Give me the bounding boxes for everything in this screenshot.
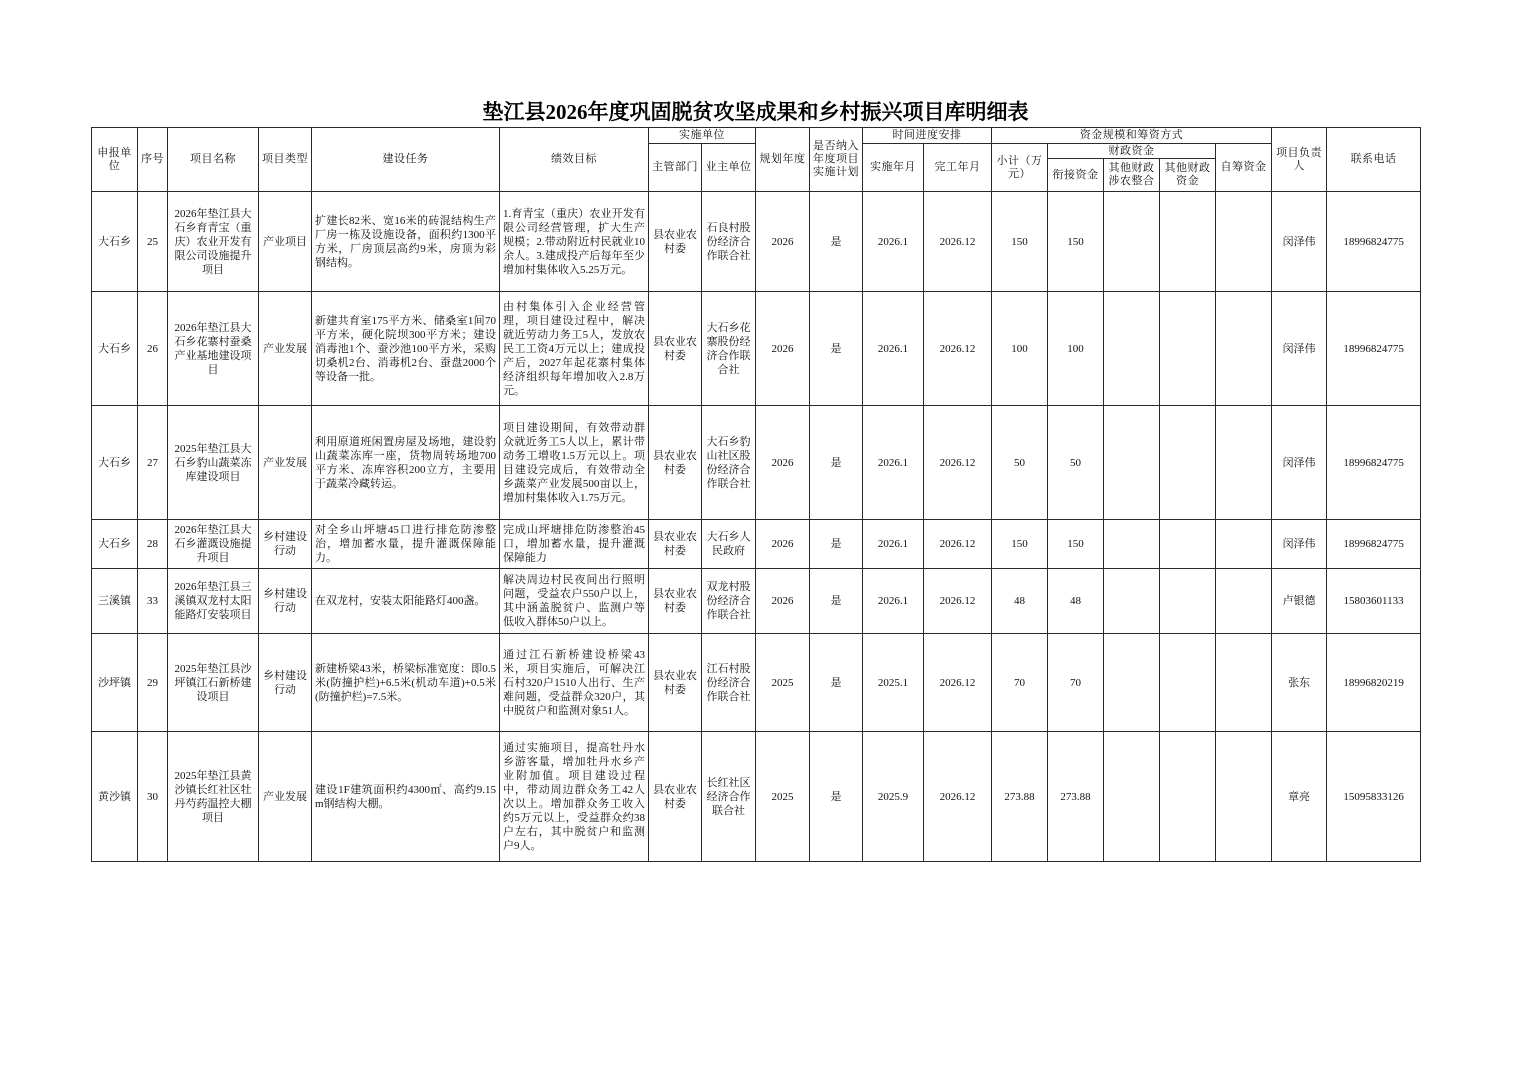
cell-in-plan: 是 bbox=[810, 192, 863, 292]
cell-other-fiscal bbox=[1160, 292, 1216, 406]
table-row bbox=[92, 634, 1421, 732]
cell-self-raised bbox=[1216, 406, 1272, 520]
cell-name: 2025年垫江县黄沙镇长红社区牡丹芍药温控大棚项目 bbox=[168, 732, 259, 862]
cell-start: 2025.9 bbox=[863, 732, 924, 862]
cell-other-integrated bbox=[1104, 406, 1160, 520]
cell-name: 2025年垫江县大石乡豹山蔬菜冻库建设项目 bbox=[168, 406, 259, 520]
cell-subtotal: 70 bbox=[992, 634, 1048, 732]
cell-subtotal: 100 bbox=[992, 292, 1048, 406]
header-funding: 资金规模和筹资方式 bbox=[992, 128, 1272, 144]
cell-name: 2025年垫江县沙坪镇江石新桥建设项目 bbox=[168, 634, 259, 732]
header-end: 完工年月 bbox=[924, 144, 992, 192]
table-row bbox=[92, 292, 1421, 406]
cell-other-fiscal bbox=[1160, 520, 1216, 569]
cell-plan-year: 2026 bbox=[756, 192, 810, 292]
header-owner: 业主单位 bbox=[702, 144, 756, 192]
cell-subtotal: 48 bbox=[992, 569, 1048, 634]
cell-phone: 18996824775 bbox=[1327, 520, 1421, 569]
cell-owner: 长红社区经济合作联合社 bbox=[702, 732, 756, 862]
cell-linkage: 150 bbox=[1048, 520, 1104, 569]
header-other-fiscal: 其他财政资金 bbox=[1160, 159, 1216, 192]
cell-other-fiscal bbox=[1160, 634, 1216, 732]
cell-plan-year: 2026 bbox=[756, 520, 810, 569]
cell-unit: 大石乡 bbox=[92, 520, 138, 569]
cell-owner: 大石乡花寨股份经济合作联合社 bbox=[702, 292, 756, 406]
cell-type: 乡村建设行动 bbox=[259, 634, 312, 732]
cell-plan-year: 2026 bbox=[756, 569, 810, 634]
cell-self-raised bbox=[1216, 569, 1272, 634]
cell-end: 2026.12 bbox=[924, 406, 992, 520]
header-linkage: 衔接资金 bbox=[1048, 159, 1104, 192]
cell-dept: 县农业农村委 bbox=[649, 406, 702, 520]
header-in-plan: 是否纳入年度项目实施计划 bbox=[810, 128, 863, 192]
cell-seq: 25 bbox=[138, 192, 168, 292]
cell-in-plan: 是 bbox=[810, 634, 863, 732]
cell-goal: 由村集体引入企业经营管理，项目建设过程中，解决就近劳动力务工5人，发放农民工工资4万元以上；建成投产后，2027年起花寨村集体经济组织每年增加收入2.8万元。 bbox=[500, 292, 649, 406]
cell-task: 建设1F建筑面积约4300㎡、高约9.15m钢结构大棚。 bbox=[312, 732, 500, 862]
cell-seq: 30 bbox=[138, 732, 168, 862]
header-phone: 联系电话 bbox=[1327, 128, 1421, 192]
cell-other-fiscal bbox=[1160, 192, 1216, 292]
header-leader: 项目负责人 bbox=[1272, 128, 1327, 192]
cell-end: 2026.12 bbox=[924, 634, 992, 732]
header-type: 项目类型 bbox=[259, 128, 312, 192]
cell-phone: 15095833126 bbox=[1327, 732, 1421, 862]
cell-owner: 石良村股份经济合作联合社 bbox=[702, 192, 756, 292]
cell-unit: 大石乡 bbox=[92, 192, 138, 292]
cell-subtotal: 150 bbox=[992, 192, 1048, 292]
cell-goal: 通过实施项目，提高牡丹水乡游客量，增加牡丹水乡产业附加值。项目建设过程中，带动周边群众务工42人次以上。增加群众务工收入约5万元以上，受益群众约38户左右，其中脱贫户和监测户9人。 bbox=[500, 732, 649, 862]
table-header bbox=[92, 128, 1421, 192]
page-title: 垫江县2026年度巩固脱贫攻坚成果和乡村振兴项目库明细表 bbox=[482, 100, 1029, 124]
header-self-raised: 自筹资金 bbox=[1216, 144, 1272, 192]
cell-other-fiscal bbox=[1160, 732, 1216, 862]
cell-subtotal: 50 bbox=[992, 406, 1048, 520]
cell-phone: 18996820219 bbox=[1327, 634, 1421, 732]
cell-task: 新建桥梁43米，桥梁标准宽度：即0.5米(防撞护栏)+6.5米(机动车道)+0.5米(防撞护栏)=7.5米。 bbox=[312, 634, 500, 732]
cell-self-raised bbox=[1216, 292, 1272, 406]
cell-name: 2026年垫江县三溪镇双龙村太阳能路灯安装项目 bbox=[168, 569, 259, 634]
cell-name: 2026年垫江县大石乡花寨村蚕桑产业基地建设项目 bbox=[168, 292, 259, 406]
cell-end: 2026.12 bbox=[924, 732, 992, 862]
header-seq: 序号 bbox=[138, 128, 168, 192]
cell-type: 产业发展 bbox=[259, 292, 312, 406]
cell-other-fiscal bbox=[1160, 406, 1216, 520]
cell-linkage: 100 bbox=[1048, 292, 1104, 406]
cell-dept: 县农业农村委 bbox=[649, 569, 702, 634]
cell-unit: 沙坪镇 bbox=[92, 634, 138, 732]
cell-phone: 18996824775 bbox=[1327, 406, 1421, 520]
header-goal: 绩效目标 bbox=[500, 128, 649, 192]
cell-leader: 闵泽伟 bbox=[1272, 406, 1327, 520]
cell-type: 乡村建设行动 bbox=[259, 520, 312, 569]
cell-subtotal: 150 bbox=[992, 520, 1048, 569]
cell-phone: 18996824775 bbox=[1327, 292, 1421, 406]
cell-plan-year: 2026 bbox=[756, 406, 810, 520]
cell-in-plan: 是 bbox=[810, 292, 863, 406]
cell-task: 对全乡山坪塘45口进行排危防渗整治，增加蓄水量，提升灌溉保障能力。 bbox=[312, 520, 500, 569]
cell-start: 2026.1 bbox=[863, 406, 924, 520]
cell-start: 2025.1 bbox=[863, 634, 924, 732]
cell-goal: 完成山坪塘排危防渗整治45口，增加蓄水量，提升灌溉保障能力 bbox=[500, 520, 649, 569]
cell-owner: 江石村股份经济合作联合社 bbox=[702, 634, 756, 732]
cell-name: 2026年垫江县大石乡灌溉设施提升项目 bbox=[168, 520, 259, 569]
cell-name: 2026年垫江县大石乡育青宝（重庆）农业开发有限公司设施提升项目 bbox=[168, 192, 259, 292]
cell-self-raised bbox=[1216, 634, 1272, 732]
header-fiscal: 财政资金 bbox=[1048, 144, 1216, 159]
cell-start: 2026.1 bbox=[863, 520, 924, 569]
cell-leader: 章亮 bbox=[1272, 732, 1327, 862]
cell-seq: 26 bbox=[138, 292, 168, 406]
header-name: 项目名称 bbox=[168, 128, 259, 192]
cell-owner: 双龙村股份经济合作联合社 bbox=[702, 569, 756, 634]
cell-seq: 33 bbox=[138, 569, 168, 634]
cell-dept: 县农业农村委 bbox=[649, 520, 702, 569]
cell-leader: 张东 bbox=[1272, 634, 1327, 732]
cell-self-raised bbox=[1216, 732, 1272, 862]
cell-leader: 闵泽伟 bbox=[1272, 292, 1327, 406]
cell-start: 2026.1 bbox=[863, 292, 924, 406]
cell-leader: 卢银德 bbox=[1272, 569, 1327, 634]
cell-in-plan: 是 bbox=[810, 520, 863, 569]
cell-other-fiscal bbox=[1160, 569, 1216, 634]
cell-goal: 1.育青宝（重庆）农业开发有限公司经营管理，扩大生产规模；2.带动附近村民就业10余人。3.建成投产后每年至少增加村集体收入5.25万元。 bbox=[500, 192, 649, 292]
cell-type: 乡村建设行动 bbox=[259, 569, 312, 634]
cell-plan-year: 2025 bbox=[756, 634, 810, 732]
cell-end: 2026.12 bbox=[924, 520, 992, 569]
header-schedule: 时间进度安排 bbox=[863, 128, 992, 144]
cell-other-integrated bbox=[1104, 634, 1160, 732]
cell-task: 利用原道班闲置房屋及场地，建设豹山蔬菜冻库一座，货物周转场地700平方米、冻库容积200立方，主要用于蔬菜冷藏转运。 bbox=[312, 406, 500, 520]
cell-unit: 三溪镇 bbox=[92, 569, 138, 634]
cell-goal: 通过江石新桥建设桥梁43米，项目实施后，可解决江石村320户1510人出行、生产难问题，受益群众320户，其中脱贫户和监测对象51人。 bbox=[500, 634, 649, 732]
cell-other-integrated bbox=[1104, 569, 1160, 634]
cell-seq: 27 bbox=[138, 406, 168, 520]
cell-other-integrated bbox=[1104, 520, 1160, 569]
cell-in-plan: 是 bbox=[810, 569, 863, 634]
cell-phone: 15803601133 bbox=[1327, 569, 1421, 634]
cell-leader: 闵泽伟 bbox=[1272, 520, 1327, 569]
cell-type: 产业项目 bbox=[259, 192, 312, 292]
cell-owner: 大石乡人民政府 bbox=[702, 520, 756, 569]
table-body bbox=[92, 192, 1421, 862]
cell-seq: 28 bbox=[138, 520, 168, 569]
table-row bbox=[92, 192, 1421, 292]
cell-subtotal: 273.88 bbox=[992, 732, 1048, 862]
cell-unit: 黄沙镇 bbox=[92, 732, 138, 862]
cell-in-plan: 是 bbox=[810, 406, 863, 520]
header-subtotal: 小计（万元） bbox=[992, 144, 1048, 192]
header-start: 实施年月 bbox=[863, 144, 924, 192]
header-plan-year: 规划年度 bbox=[756, 128, 810, 192]
cell-task: 新建共育室175平方米、储桑室1间70平方米，硬化院坝300平方米；建设消毒池1个、蚕沙池100平方米，采购切桑机2台、消毒机2台、蚕盘2000个等设备一批。 bbox=[312, 292, 500, 406]
cell-end: 2026.12 bbox=[924, 192, 992, 292]
cell-linkage: 150 bbox=[1048, 192, 1104, 292]
header-unit: 申报单位 bbox=[92, 128, 138, 192]
header-dept: 主管部门 bbox=[649, 144, 702, 192]
cell-unit: 大石乡 bbox=[92, 406, 138, 520]
cell-type: 产业发展 bbox=[259, 406, 312, 520]
header-impl-unit: 实施单位 bbox=[649, 128, 756, 144]
cell-goal: 解决周边村民夜间出行照明问题，受益农户550户以上，其中涵盖脱贫户、监测户等低收入群体50户以上。 bbox=[500, 569, 649, 634]
cell-linkage: 273.88 bbox=[1048, 732, 1104, 862]
cell-end: 2026.12 bbox=[924, 292, 992, 406]
cell-dept: 县农业农村委 bbox=[649, 634, 702, 732]
table-row bbox=[92, 406, 1421, 520]
cell-leader: 闵泽伟 bbox=[1272, 192, 1327, 292]
cell-goal: 项目建设期间，有效带动群众就近务工5人以上，累计带动务工增收1.5万元以上。项目建设完成后，有效带动全乡蔬菜产业发展500亩以上，增加村集体收入1.75万元。 bbox=[500, 406, 649, 520]
cell-end: 2026.12 bbox=[924, 569, 992, 634]
cell-task: 扩建长82米、宽16米的砖混结构生产厂房一栋及设施设备，面积约1300平方米，厂房顶层高约9米，房顶为彩钢结构。 bbox=[312, 192, 500, 292]
cell-linkage: 70 bbox=[1048, 634, 1104, 732]
cell-other-integrated bbox=[1104, 192, 1160, 292]
table-row bbox=[92, 732, 1421, 862]
cell-in-plan: 是 bbox=[810, 732, 863, 862]
cell-task: 在双龙村，安装太阳能路灯400盏。 bbox=[312, 569, 500, 634]
cell-other-integrated bbox=[1104, 292, 1160, 406]
cell-unit: 大石乡 bbox=[92, 292, 138, 406]
cell-self-raised bbox=[1216, 192, 1272, 292]
cell-seq: 29 bbox=[138, 634, 168, 732]
cell-owner: 大石乡豹山社区股份经济合作联合社 bbox=[702, 406, 756, 520]
table-row bbox=[92, 569, 1421, 634]
header-other-integrated: 其他财政涉农整合 bbox=[1104, 159, 1160, 192]
cell-dept: 县农业农村委 bbox=[649, 192, 702, 292]
cell-dept: 县农业农村委 bbox=[649, 292, 702, 406]
cell-other-integrated bbox=[1104, 732, 1160, 862]
table-row bbox=[92, 520, 1421, 569]
cell-start: 2026.1 bbox=[863, 569, 924, 634]
cell-type: 产业发展 bbox=[259, 732, 312, 862]
cell-linkage: 50 bbox=[1048, 406, 1104, 520]
cell-start: 2026.1 bbox=[863, 192, 924, 292]
cell-dept: 县农业农村委 bbox=[649, 732, 702, 862]
project-table bbox=[91, 127, 1421, 862]
cell-linkage: 48 bbox=[1048, 569, 1104, 634]
cell-phone: 18996824775 bbox=[1327, 192, 1421, 292]
cell-self-raised bbox=[1216, 520, 1272, 569]
cell-plan-year: 2026 bbox=[756, 292, 810, 406]
header-task: 建设任务 bbox=[312, 128, 500, 192]
cell-plan-year: 2025 bbox=[756, 732, 810, 862]
